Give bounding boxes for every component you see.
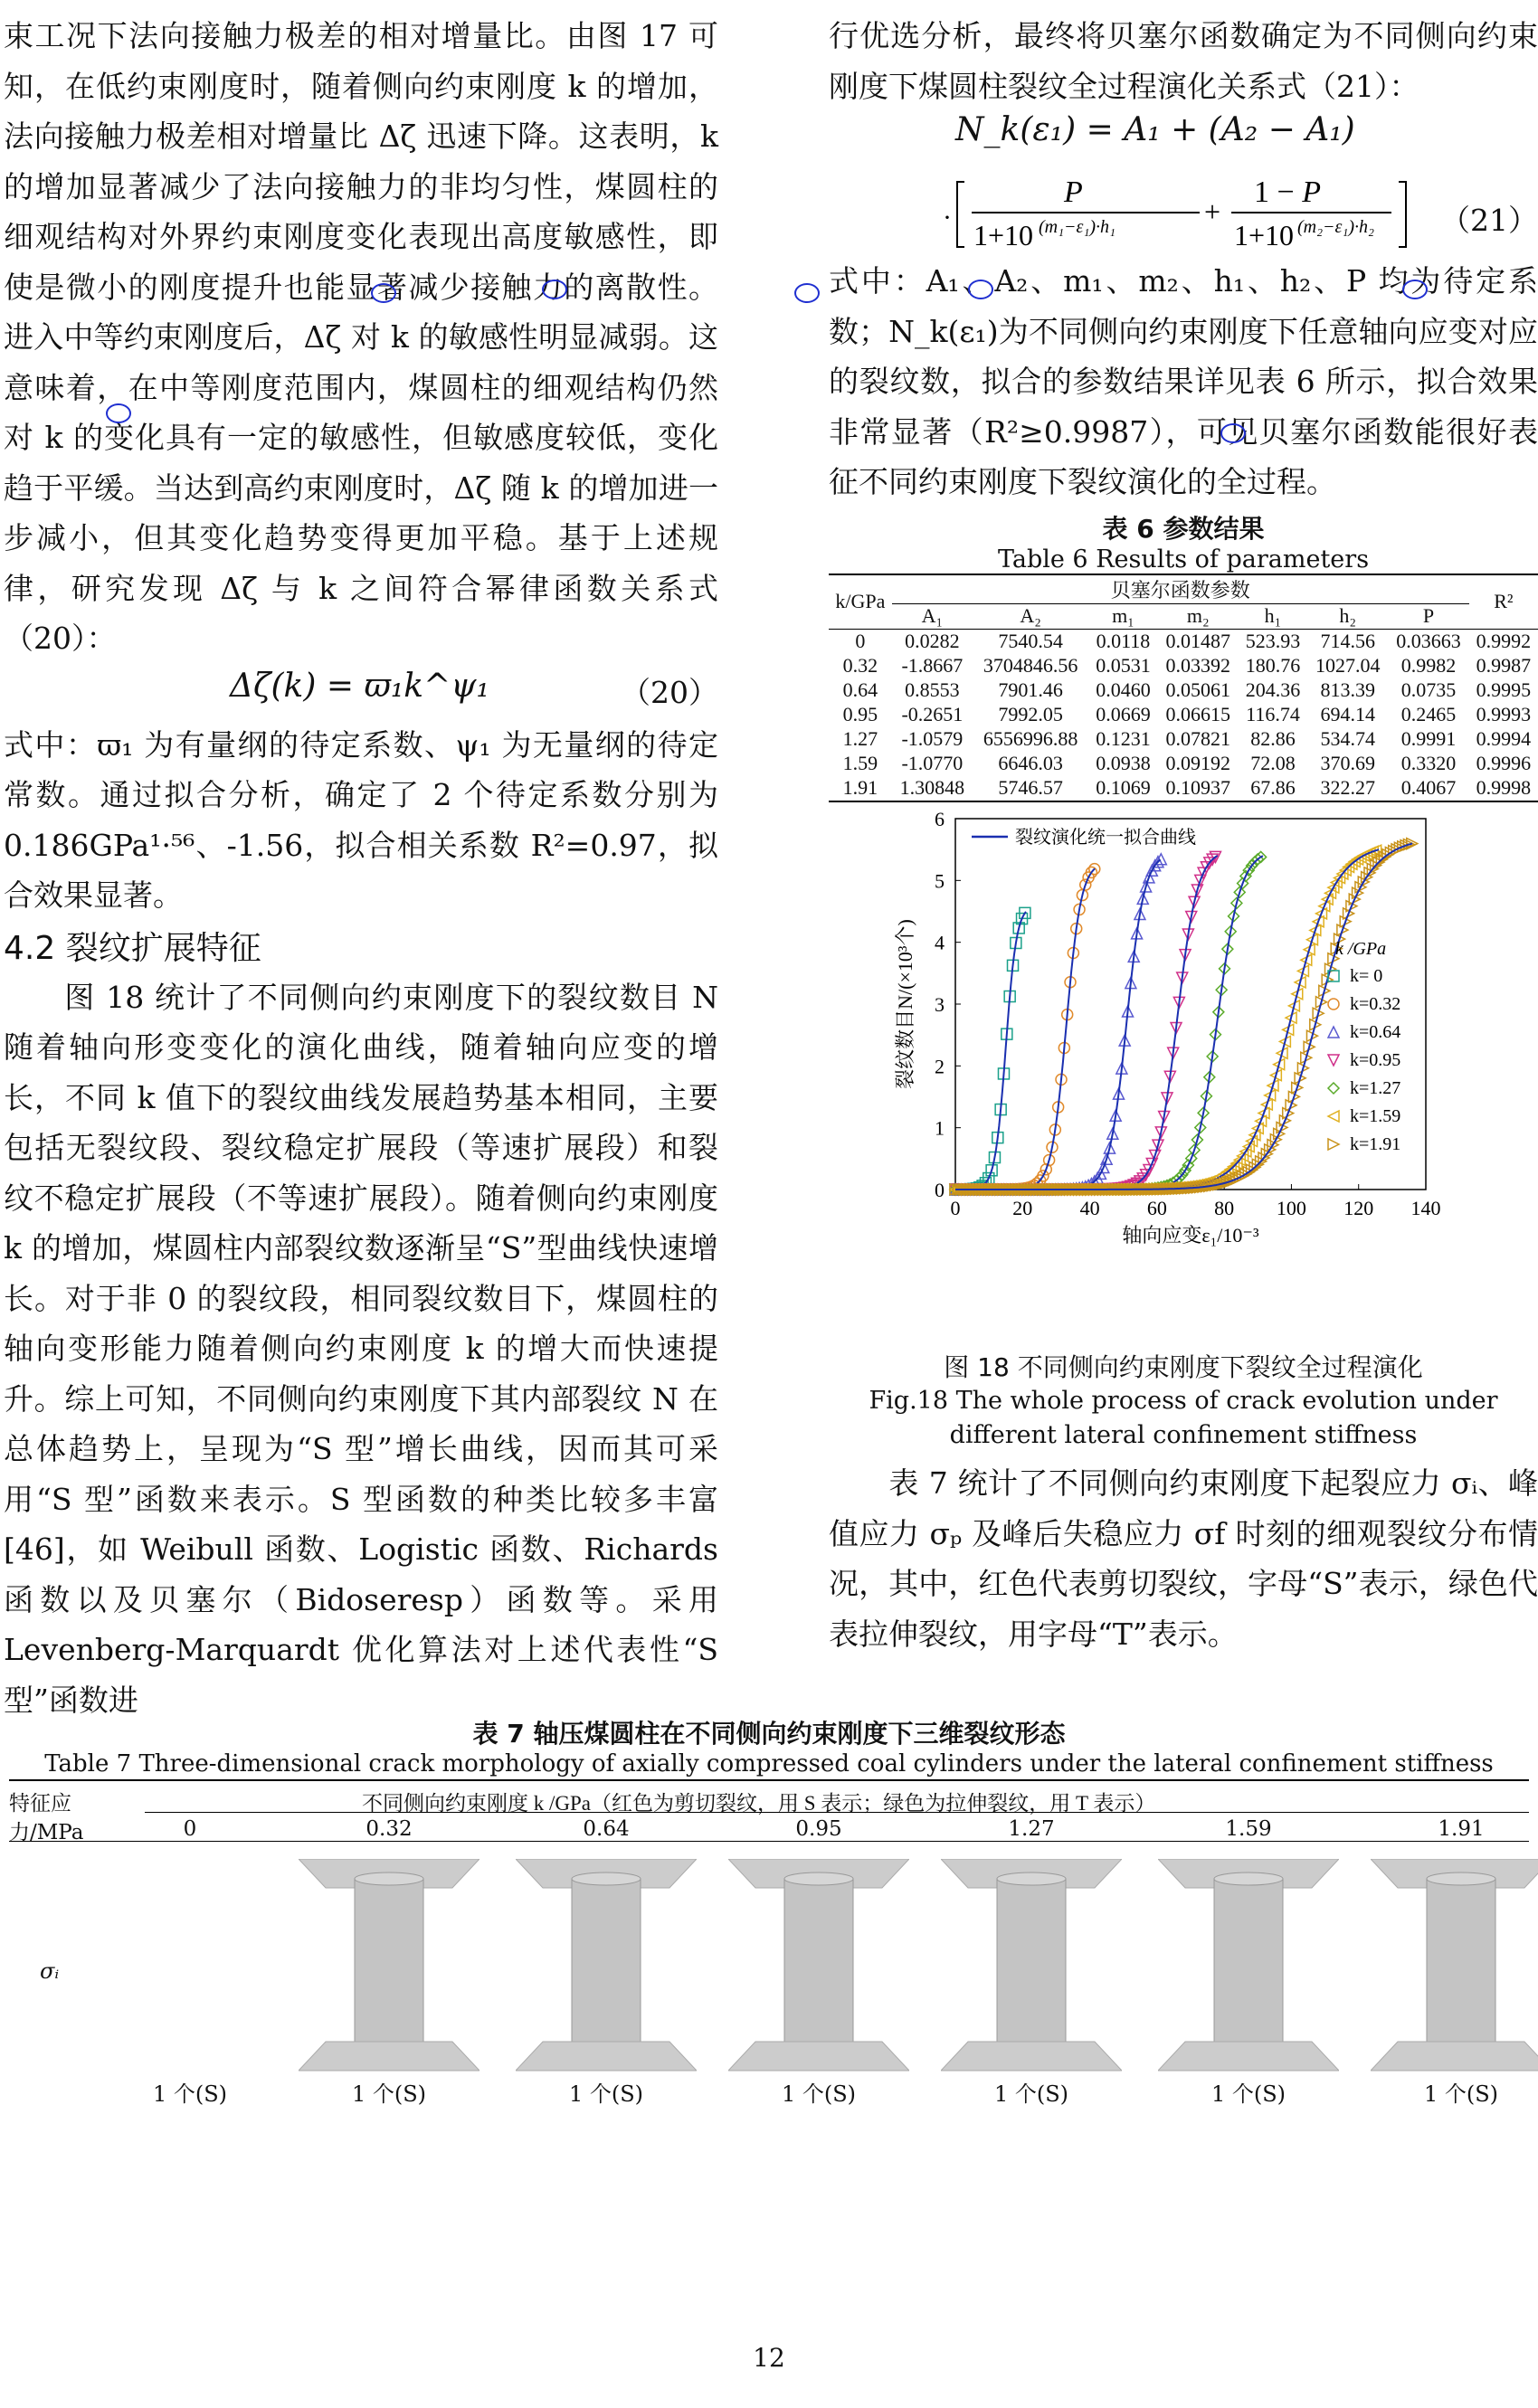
y-tick-label: 0 bbox=[935, 1178, 945, 1201]
table6-row bbox=[829, 727, 1538, 752]
x-tick-label: 20 bbox=[1012, 1196, 1033, 1219]
table6-cell: -1.8667 bbox=[901, 654, 964, 677]
data-point bbox=[1328, 999, 1339, 1010]
legend-title: k /GPa bbox=[1335, 938, 1387, 959]
paragraph-fit-params: 式中：A₁、A₂、m₁、m₂、h₁、h₂、P 均为待定系数；N_k(ε₁)为不同侧向约束刚度下任意轴向应变对应的裂纹数，拟合的参数结果详见表 6 所示，拟合效果非常显著（R²≥0.9987），可见贝塞尔函数能很好表征不同约束刚度下裂纹演化的全过程。 bbox=[829, 263, 1538, 499]
svg-text:1+10: 1+10 bbox=[973, 219, 1034, 251]
table7-k-value: 1.27 bbox=[1008, 1817, 1055, 1841]
svg-text:1+10: 1+10 bbox=[1234, 219, 1295, 251]
table6-cell: 72.08 bbox=[1250, 752, 1296, 774]
table7-col-head-1: 特征应 bbox=[9, 1792, 71, 1815]
coal-cylinder bbox=[516, 1859, 697, 2076]
table7-top-rule bbox=[9, 1779, 1529, 1781]
table6-head-k: k/GPa bbox=[835, 590, 886, 612]
page-number: 12 bbox=[753, 2343, 785, 2373]
table7-count: 1 个(S) bbox=[568, 2081, 644, 2107]
table7-title-en: Table 7 Three-dimensional crack morphology of axially compressed coal cylinders under the lateral confinement stiffness bbox=[44, 1750, 1494, 1778]
table6-head-h2: h₂ bbox=[1339, 604, 1357, 627]
crack-marker-ellipse bbox=[106, 403, 131, 423]
table7-cylinder-cell bbox=[299, 1859, 479, 2107]
table6-cell: 0.4067 bbox=[1400, 776, 1457, 799]
table7-count: 1 个(S) bbox=[1210, 2081, 1286, 2107]
table6-row bbox=[829, 678, 1538, 703]
table7-k-value: 0.64 bbox=[583, 1817, 630, 1841]
cylinder-body bbox=[1214, 1879, 1283, 2043]
table6-cell: 204.36 bbox=[1245, 678, 1301, 701]
crack-marker-ellipse bbox=[371, 283, 396, 303]
table6-cell: 5746.57 bbox=[998, 776, 1063, 799]
fit-curve bbox=[955, 911, 1026, 1189]
table6-cell: 1.91 bbox=[842, 776, 878, 799]
table7-count: 1 个(S) bbox=[351, 2081, 427, 2107]
x-tick-label: 140 bbox=[1410, 1196, 1441, 1219]
table6-head-r2: R² bbox=[1494, 590, 1514, 612]
table7-count: 1 个(S) bbox=[781, 2081, 857, 2107]
table6-cell: 3704846.56 bbox=[983, 654, 1078, 677]
crack-marker-ellipse bbox=[1402, 280, 1428, 299]
table6-cell: 534.74 bbox=[1320, 727, 1375, 750]
cylinder-top-face bbox=[1214, 1872, 1283, 1885]
cylinder-body bbox=[355, 1879, 423, 2043]
table6-cell: -1.0770 bbox=[901, 752, 964, 774]
table6-cell: 0.95 bbox=[842, 703, 878, 725]
table6-cell: 0.9994 bbox=[1476, 727, 1532, 750]
legend-entry: k=1.27 bbox=[1350, 1077, 1401, 1098]
table6-cell: 82.86 bbox=[1250, 727, 1296, 750]
legend-entry: k= 0 bbox=[1350, 965, 1383, 986]
cylinder-bottom-plate bbox=[1158, 2042, 1339, 2071]
data-point bbox=[1328, 1055, 1339, 1066]
table6-cell: 7992.05 bbox=[998, 703, 1063, 725]
table6-cell: 0.1231 bbox=[1096, 727, 1151, 750]
table6-row bbox=[829, 654, 1538, 678]
paragraph-crack-growth bbox=[4, 972, 718, 1726]
equation-20-number: （20） bbox=[621, 674, 718, 710]
table7-mid-rule bbox=[145, 1812, 1529, 1813]
table6-cell: 0.9992 bbox=[1476, 630, 1532, 652]
cylinder-bottom-plate bbox=[1371, 2042, 1538, 2071]
table6-cell: 0.10937 bbox=[1165, 776, 1230, 799]
fit-curve bbox=[955, 868, 1095, 1190]
table6-cell: 370.69 bbox=[1320, 752, 1375, 774]
y-tick-label: 6 bbox=[935, 809, 945, 830]
table6-head-a1: A₁ bbox=[921, 604, 944, 627]
y-axis-label: 裂纹数目N/(×10³个) bbox=[894, 918, 916, 1089]
table6-cell: 0.9987 bbox=[1476, 654, 1532, 677]
coal-cylinder bbox=[299, 1859, 479, 2076]
equation-20-body: Δζ(k) = ϖ₁k^ψ₁ bbox=[230, 667, 489, 705]
table6-cell: 1.30848 bbox=[899, 776, 965, 799]
svg-text:(m₂−ε₁)·h₂: (m₂−ε₁)·h₂ bbox=[1297, 217, 1374, 237]
legend-entry: k=1.59 bbox=[1350, 1105, 1401, 1126]
table7-k-value: 0 bbox=[183, 1817, 197, 1841]
table6-row bbox=[829, 703, 1538, 727]
crack-marker-ellipse bbox=[794, 283, 820, 303]
equation-21-fraction bbox=[829, 111, 1538, 256]
table6-cell: 6646.03 bbox=[998, 752, 1063, 774]
data-point bbox=[1328, 1139, 1339, 1150]
coal-cylinder bbox=[941, 1859, 1122, 2076]
cylinder-body bbox=[572, 1879, 641, 2043]
svg-text:1 − P: 1 − P bbox=[1254, 175, 1321, 209]
table6-cell: 0.64 bbox=[842, 678, 878, 701]
table7-row-label: σᵢ bbox=[40, 1958, 60, 1984]
fig18-chart bbox=[829, 810, 1538, 1253]
table7-cylinder-cell bbox=[100, 1859, 280, 2107]
table6-cell: 0.0460 bbox=[1096, 678, 1151, 701]
table6-cell: 67.86 bbox=[1250, 776, 1296, 799]
fig18-caption bbox=[829, 1348, 1538, 1659]
table6-row bbox=[829, 776, 1538, 801]
table7-title-cn: 表 7 轴压煤圆柱在不同侧向约束刚度下三维裂纹形态 bbox=[472, 1719, 1066, 1749]
y-tick-label: 1 bbox=[935, 1116, 945, 1140]
x-tick-label: 80 bbox=[1214, 1196, 1235, 1219]
table6-title-en: Table 6 Results of parameters bbox=[997, 545, 1370, 574]
table7-count: 1 个(S) bbox=[993, 2081, 1069, 2107]
left-column bbox=[4, 11, 718, 1725]
table6-cell: 0.0938 bbox=[1096, 752, 1151, 774]
table6-cell: 523.93 bbox=[1245, 630, 1301, 652]
table6-cell: 0.05061 bbox=[1165, 678, 1230, 701]
legend-entry: k=1.91 bbox=[1350, 1133, 1401, 1154]
cylinder-bottom-plate bbox=[941, 2042, 1122, 2071]
table6-cell: 0.0118 bbox=[1096, 630, 1151, 652]
table7-col-head-2: 力/MPa bbox=[9, 1821, 84, 1844]
table6-cell: 0.01487 bbox=[1165, 630, 1230, 652]
table6-body bbox=[829, 629, 1538, 801]
y-tick-label: 3 bbox=[935, 992, 945, 1016]
data-point bbox=[1328, 1111, 1339, 1122]
svg-text:P: P bbox=[1064, 175, 1083, 209]
section-heading-4-2: 4.2 裂纹扩展特征 bbox=[4, 929, 261, 967]
y-tick-label: 5 bbox=[935, 868, 945, 892]
table6-cell: 1.27 bbox=[842, 727, 878, 750]
table6 bbox=[829, 574, 1538, 802]
data-point bbox=[1328, 1027, 1339, 1038]
right-column bbox=[829, 11, 1538, 1253]
table6-cell: 0.07821 bbox=[1165, 727, 1230, 750]
table7-count: 1 个(S) bbox=[152, 2081, 228, 2107]
table6-head-a2: A₂ bbox=[1020, 604, 1041, 627]
paragraph-bessel-intro: 行优选分析，最终将贝塞尔函数确定为不同侧向约束刚度下煤圆柱裂纹全过程演化关系式（21）： bbox=[829, 18, 1538, 104]
table6-row bbox=[829, 629, 1538, 654]
table6-cell: 0.9998 bbox=[1476, 776, 1532, 799]
table6-cell: 0 bbox=[855, 630, 866, 652]
table7-count: 1 个(S) bbox=[1423, 2081, 1499, 2107]
table6-head-p: P bbox=[1422, 604, 1435, 627]
table6-cell: 1.59 bbox=[842, 752, 878, 774]
cylinder-body bbox=[997, 1879, 1066, 2043]
table7-cylinder-cell bbox=[1371, 1859, 1538, 2107]
table6-title-cn: 表 6 参数结果 bbox=[1102, 513, 1265, 544]
paragraph-table7-intro-text: 表 7 统计了不同侧向约束刚度下起裂应力 σᵢ、峰值应力 σₚ 及峰后失稳应力 σf 时刻的细观裂纹分布情况，其中，红色代表剪切裂纹，字母“S”表示，绿色代表拉伸裂纹，用字母“T”表示。 bbox=[829, 1465, 1538, 1652]
table6-cell: 0.2465 bbox=[1400, 703, 1457, 725]
table6-cell: 0.03663 bbox=[1396, 630, 1461, 652]
fit-curve bbox=[955, 843, 1412, 1190]
cylinder-bottom-plate bbox=[299, 2042, 479, 2071]
x-tick-label: 0 bbox=[950, 1196, 961, 1219]
table6-cell: 0.0669 bbox=[1096, 703, 1151, 725]
table6-cell: 0.0735 bbox=[1400, 678, 1457, 701]
crack-marker-ellipse bbox=[542, 280, 567, 299]
legend-entry: k=0.32 bbox=[1350, 993, 1401, 1014]
cylinder-bottom-plate bbox=[516, 2042, 697, 2071]
table6-cell: 0.9995 bbox=[1476, 678, 1532, 701]
table6-cell: 714.56 bbox=[1320, 630, 1375, 652]
crack-marker-ellipse bbox=[1220, 423, 1246, 443]
equation-20 bbox=[4, 664, 718, 720]
table6-cell: 813.39 bbox=[1320, 678, 1375, 701]
svg-text:(m₁−ε₁)·h₁: (m₁−ε₁)·h₁ bbox=[1039, 217, 1116, 237]
table6-cell: 116.74 bbox=[1246, 703, 1300, 725]
table6-cell: -1.0579 bbox=[901, 727, 964, 750]
paragraph-crack-growth-text: 图 18 统计了不同侧向约束刚度下的裂纹数目 N 随着轴向形变变化的演化曲线，随着轴向应变的增长，不同 k 值下的裂纹曲线发展趋势基本相同，主要包括无裂纹段、裂纹稳定扩展段（等速扩展段）和裂纹不稳定扩展段（不等速扩展段）。随着侧向约束刚度 k 的增加，煤圆柱内部裂纹数逐渐呈“S”型曲线快速增长。对于非 0 的裂纹段，相同裂纹数目下，煤圆柱的轴向变形能力随着侧向约束刚度 k 的增大而快速提升。综上可知，不同侧向约束刚度下其内部裂纹 N 在总体趋势上，呈现为“S 型”增长曲线，因而其可采用“S 型”函数来表示。S 型函数的种类比较多丰富[46]，如 Weibull 函数、Logistic 函数、Richards 函数以及贝塞尔（Bidoseresp）函数等。采用 Levenberg-Marquardt 优化算法对上述代表性“S 型”函数进 bbox=[4, 979, 718, 1718]
table6-cell: 0.9991 bbox=[1400, 727, 1457, 750]
cylinder-bottom-plate bbox=[728, 2042, 909, 2071]
table6-cell: -0.2651 bbox=[901, 703, 964, 725]
table6-cell: 0.06615 bbox=[1165, 703, 1230, 725]
coal-cylinder bbox=[728, 1859, 909, 2076]
x-tick-label: 40 bbox=[1079, 1196, 1100, 1219]
table6-cell: 0.0282 bbox=[905, 630, 960, 652]
fit-curve bbox=[955, 859, 1161, 1190]
table7-cylinder-cell bbox=[516, 1859, 697, 2107]
table7-head-rule bbox=[9, 1841, 1529, 1842]
table6-cell: 6556996.88 bbox=[983, 727, 1078, 750]
equation-21 bbox=[829, 111, 1538, 256]
svg-text:+: + bbox=[1204, 195, 1221, 228]
table7-k-value: 1.91 bbox=[1438, 1817, 1485, 1841]
table7-k-value: 0.95 bbox=[795, 1817, 842, 1841]
cylinder-top-face bbox=[997, 1872, 1066, 1885]
x-axis-label: 轴向应变ε₁/10⁻³ bbox=[1122, 1223, 1259, 1247]
table6-cell: 0.9996 bbox=[1476, 752, 1532, 774]
data-point bbox=[1328, 1083, 1339, 1094]
table6-cell: 0.9982 bbox=[1400, 654, 1457, 677]
x-tick-label: 120 bbox=[1343, 1196, 1374, 1219]
legend-fit-label: 裂纹演化统一拟合曲线 bbox=[1015, 827, 1196, 848]
table6-cell: 322.27 bbox=[1320, 776, 1375, 799]
table6-cell: 0.0531 bbox=[1096, 654, 1151, 677]
table7-block bbox=[0, 1714, 1538, 2107]
table7-group-head: 不同侧向约束刚度 k /GPa（红色为剪切裂纹，用 S 表示；绿色为拉伸裂纹，用 T 表示） bbox=[362, 1792, 1156, 1815]
table6-cell: 0.1069 bbox=[1096, 776, 1151, 799]
table6-cell: 1027.04 bbox=[1315, 654, 1381, 677]
cylinder-body bbox=[1427, 1879, 1495, 2043]
equation-21-number: （21） bbox=[1440, 203, 1538, 238]
legend-entry: k=0.64 bbox=[1350, 1021, 1401, 1042]
svg-text:·: · bbox=[943, 203, 952, 232]
table6-cell: 7901.46 bbox=[998, 678, 1063, 701]
x-tick-label: 100 bbox=[1276, 1196, 1306, 1219]
table6-cell: 0.9993 bbox=[1476, 703, 1532, 725]
table7-k-value: 0.32 bbox=[366, 1817, 413, 1841]
cylinder-top-face bbox=[572, 1872, 641, 1885]
table6-cell: 0.8553 bbox=[905, 678, 960, 701]
table7-cylinder-cell bbox=[728, 1859, 909, 2107]
table7-cylinder-cell bbox=[1158, 1859, 1339, 2107]
cylinder-body bbox=[784, 1879, 853, 2043]
table6-cell: 694.14 bbox=[1320, 703, 1375, 725]
fit-curve bbox=[955, 849, 1379, 1190]
table6-row bbox=[829, 752, 1538, 776]
table6-group-head: 贝塞尔函数参数 bbox=[892, 574, 1469, 604]
table6-cell: 7540.54 bbox=[998, 630, 1063, 652]
x-tick-label: 60 bbox=[1146, 1196, 1167, 1219]
table6-head-m2: m₂ bbox=[1186, 604, 1210, 627]
fig18-caption-en: Fig.18 The whole process of crack evolution under different lateral confinement stiffness bbox=[869, 1387, 1498, 1449]
table6-cell: 180.76 bbox=[1245, 654, 1301, 677]
equation-21-line1: N_k(ε₁) = A₁ + (A₂ − A₁) bbox=[955, 111, 1355, 148]
table6-head-m1: m₁ bbox=[1112, 604, 1135, 627]
fig18-caption-cn: 图 18 不同侧向约束刚度下裂纹全过程演化 bbox=[944, 1352, 1423, 1382]
table6-cell: 0.09192 bbox=[1165, 752, 1230, 774]
coal-cylinder bbox=[1158, 1859, 1339, 2076]
crack-marker-ellipse bbox=[968, 280, 993, 299]
table6-cell: 0.3320 bbox=[1400, 752, 1457, 774]
table6-head-h1: h₁ bbox=[1264, 604, 1282, 627]
paragraph-coefficients: 式中：ϖ₁ 为有量纲的待定系数、ψ₁ 为无量纲的待定常数。通过拟合分析，确定了 2 个待定系数分别为 0.186GPa¹·⁵⁶、-1.56，拟合相关系数 R²=0.97，拟合效果显著。 bbox=[4, 726, 718, 913]
table7-k-value: 1.59 bbox=[1225, 1817, 1272, 1841]
table6-cell: 0.03392 bbox=[1165, 654, 1230, 677]
cylinder-top-face bbox=[784, 1872, 853, 1885]
paragraph-table7-intro bbox=[829, 1458, 1538, 1659]
cylinder-top-face bbox=[355, 1872, 423, 1885]
paragraph-delta-zeta: 束工况下法向接触力极差的相对增量比。由图 17 可知，在低约束刚度时，随着侧向约束刚度 k 的增加，法向接触力极差相对增量比 Δζ 迅速下降。这表明，k 的增加显著减少了法向接触力的非均匀性，煤圆柱的细观结构对外界约束刚度变化表现出高度敏感性，即使是微小的刚度提升也能显著减少接触力的离散性。进入中等约束刚度后，Δζ 对 k 的敏感性明显减弱。这意味着，在中等刚度范围内，煤圆柱的细观结构仍然对 k 的变化具有一定的敏感性，但敏感度较低，变化趋于平缓。当达到高约束刚度时，Δζ 随 k 的增加进一步减小，但其变化趋势变得更加平稳。基于上述规律，研究发现 Δζ 与 k 之间符合幂律函数关系式（20）： bbox=[4, 18, 718, 656]
y-tick-label: 2 bbox=[935, 1054, 945, 1077]
coal-cylinder bbox=[1371, 1859, 1538, 2076]
cylinder-top-face bbox=[1427, 1872, 1495, 1885]
legend-entry: k=0.95 bbox=[1350, 1049, 1401, 1070]
table6-cell: 0.32 bbox=[842, 654, 878, 677]
table7-cylinder-cell bbox=[941, 1859, 1122, 2107]
y-tick-label: 4 bbox=[935, 931, 945, 954]
